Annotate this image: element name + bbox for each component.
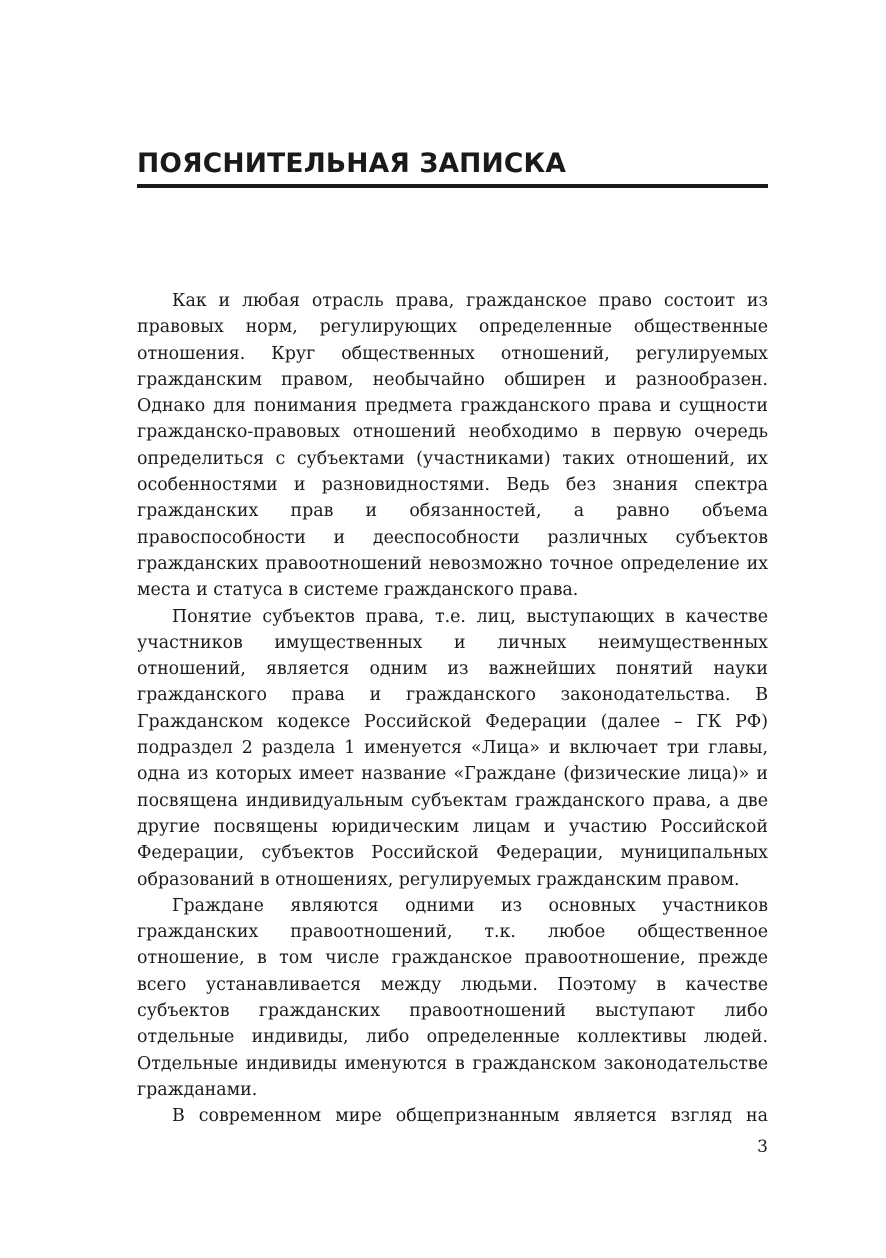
page-title: ПОЯСНИТЕЛЬНАЯ ЗАПИСКА (137, 148, 567, 179)
paragraph-1: Как и любая отрасль права, гражданское право состоит из правовых норм, регулирующих определенные общественные отношения. Круг общественных отношений, регулируемых гражданским правом, необычайно обширен и разнообразен. Однако для понимания предмета гражданского права и сущности гражданско-правовых отношений необходимо в первую очередь определиться с субъектами (участниками) таких отношений, их особенностями и разновидностями. Ведь без знания спектра гражданских прав и обязанностей, а равно объема правоспособности и дееспособности различных субъектов гражданских правоотношений невозможно точное определение их места и статуса в системе гражданского права. (137, 291, 768, 601)
title-underline-rule (137, 184, 768, 188)
paragraph-4: В современном мире общепризнанным является взгляд на (172, 1106, 768, 1127)
page-number: 3 (757, 1137, 768, 1157)
paragraph-3: Граждане являются одними из основных участников гражданских правоотношений, т.к. любое общественное отношение, в том числе гражданское правоотношение, прежде всего устанавливается между людьми. Поэтому в качестве субъектов гражданских правоотношений выступают либо отдельные индивиды, либо определенные коллективы людей. Отдельные индивиды именуются в гражданском законодательстве гражданами. (137, 895, 768, 1100)
body-text (137, 288, 768, 1130)
paragraph-2: Понятие субъектов права, т.е. лиц, выступающих в качестве участников имущественных и личных неимущественных отношений, является одним из важнейших понятий науки гражданского права и гражданского законодательства. В Гражданском кодексе Российской Федерации (далее – ГК РФ) подраздел 2 раздела 1 именуется «Лица» и включает три главы, одна из которых имеет название «Граждане (физические лица)» и посвящена индивидуальным субъектам гражданского права, а две другие посвящены юридическим лицам и участию Российской Федерации, субъектов Российской Федерации, муниципальных образований в отношениях, регулируемых гражданским правом. (137, 606, 768, 890)
